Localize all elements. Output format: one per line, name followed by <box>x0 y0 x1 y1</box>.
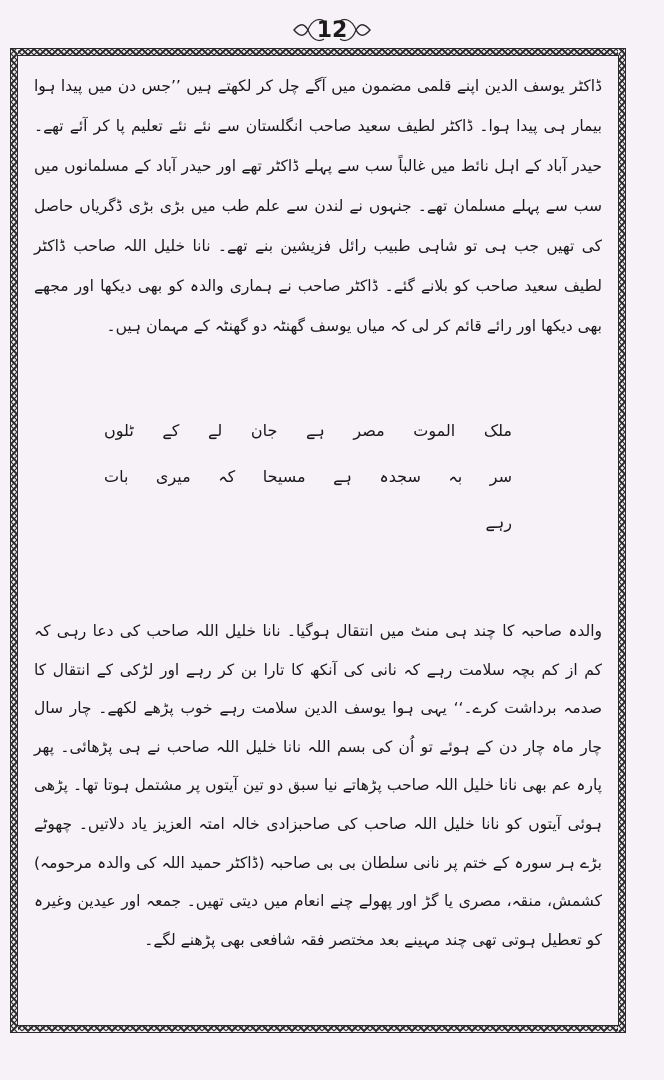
page-number: 12 <box>316 17 348 43</box>
verse-line-2: سر بہ سجدہ ہے مسیحا کہ میری بات رہے <box>104 467 512 532</box>
poetry-block <box>34 408 602 546</box>
verse-line-1: ملک الموت مصر ہے جان لے کے ٹلوں <box>104 421 512 440</box>
page-number-header <box>0 12 664 48</box>
paragraph-1: ڈاکٹر یوسف الدین اپنے قلمی مضمون میں آگے چل کر لکھتے ہیں ’’جس دن میں پیدا ہوا بیمار ہی پیدا ہوا۔ ڈاکٹر لطیف سعید صاحب انگلستان سے نئے نئے تعلیم پا کر آئے تھے۔ حیدر آباد کے اہل نائط میں غالباً سب سے پہلے ڈاکٹر تھے اور حیدر آباد کے مسلمانوں میں سب سے پہلے مسلمان تھے۔ جنہوں نے لندن سے علم طب میں بڑی بڑی ڈگریاں حاصل کی تھیں جب ہی تو شاہی طبیب رائل فزیشین بنے تھے۔ نانا خلیل اللہ صاحب ڈاکٹر لطیف سعید صاحب کو بلانے گئے۔ ڈاکٹر صاحب نے ہماری والدہ کو بھی دیکھا اور مجھے بھی دیکھا اور رائے قائم کر لی کہ میاں یوسف گھنٹہ دو گھنٹہ کے مہمان ہیں۔ <box>34 77 602 335</box>
page-content <box>34 66 602 1003</box>
page-frame <box>10 48 626 1033</box>
paragraph-2: والدہ صاحبہ کا چند ہی منٹ میں انتقال ہوگیا۔ نانا خلیل اللہ صاحب کی دعا رہی کہ کم از کم بچہ سلامت رہے کہ نانی کی آنکھ کا تارا بن کر رہے اور لڑکی کے انتقال کا صدمہ برداشت کرے۔‘‘ یہی ہوا یوسف الدین سلامت رہے خوب پڑھے لکھے۔ چار سال چار ماہ چار دن کے ہوئے تو اُن کی بسم اللہ نانا خلیل اللہ صاحب نے ہی پڑھائی۔ پھر پارہ عم بھی نانا خلیل اللہ صاحب پڑھاتے نیا سبق دو تین آیتوں پر مشتمل ہوتا تھا۔ پڑھی ہوئی آیتوں کو نانا خلیل اللہ صاحب کی صاحبزادی خالہ امتہ العزیز یاد دلاتیں۔ چھوٹے بڑے ہر سورہ کے ختم پر نانی سلطان بی بی صاحبہ (ڈاکٹر حمید اللہ کی والدہ مرحومہ) کشمش، منقہ، مصری یا گڑ اور پھولے چنے انعام میں دیتی تھیں۔ جمعہ اور عیدین وغیرہ کو تعطیل ہوتی تھی چند مہینے بعد مختصر فقہ شافعی بھی پڑھنے لگے۔ <box>34 622 602 949</box>
page-number-ornament <box>290 15 374 45</box>
